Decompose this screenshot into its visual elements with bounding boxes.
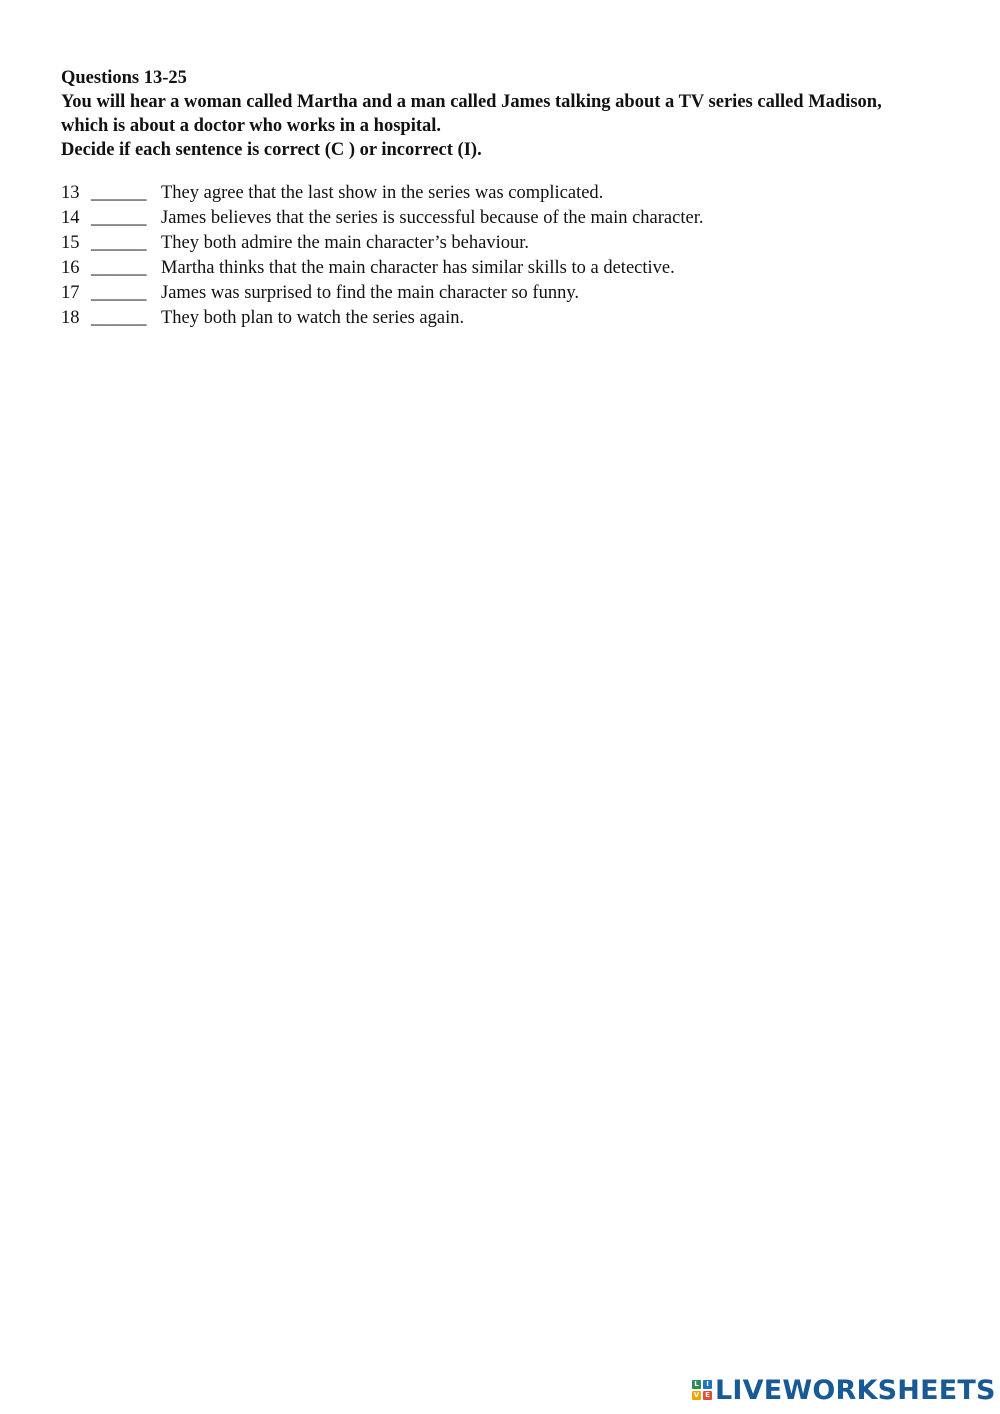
logo-mark-l: L: [692, 1380, 701, 1389]
instruction-line: Decide if each sentence is correct (C ) or incorrect (I).: [61, 140, 482, 160]
logo-text: LIVEWORKSHEETS: [715, 1374, 996, 1406]
logo-mark-i: I: [703, 1380, 712, 1389]
intro-line-2: which is about a doctor who works in a hospital.: [61, 116, 442, 136]
question-item-14: [61, 206, 961, 231]
question-item-15: [61, 231, 961, 256]
logo-mark-v: V: [693, 1391, 700, 1399]
answer-blank[interactable]: ______: [91, 308, 147, 328]
question-list: [61, 181, 961, 331]
question-item-13: [61, 181, 961, 206]
logo-mark-e: E: [703, 1391, 712, 1400]
question-number: 16: [61, 258, 80, 278]
question-text: Martha thinks that the main character has similar skills to a detective.: [161, 258, 675, 278]
liveworksheets-logo: [692, 1374, 996, 1406]
question-text: They both plan to watch the series again.: [161, 308, 465, 328]
answer-blank[interactable]: ______: [91, 183, 147, 203]
question-number: 18: [61, 308, 80, 328]
answer-blank[interactable]: ______: [91, 258, 147, 278]
question-number: 13: [61, 183, 80, 203]
answer-blank[interactable]: ______: [91, 233, 147, 253]
answer-blank[interactable]: ______: [91, 208, 147, 228]
instructions-header: [61, 66, 961, 162]
question-number: 17: [61, 283, 80, 303]
question-text: They both admire the main character’s behaviour.: [161, 233, 529, 253]
question-item-17: [61, 281, 961, 306]
question-item-18: [61, 306, 961, 331]
intro-line-1: You will hear a woman called Martha and a man called James talking about a TV series called Madison,: [61, 92, 882, 112]
question-number: 15: [61, 233, 80, 253]
question-text: They agree that the last show in the series was complicated.: [161, 183, 604, 203]
answer-blank[interactable]: ______: [91, 283, 147, 303]
question-text: James believes that the series is successful because of the main character.: [161, 208, 704, 228]
question-text: James was surprised to find the main character so funny.: [161, 283, 580, 303]
liveworksheets-logo-icon: [692, 1380, 712, 1400]
question-item-16: [61, 256, 961, 281]
question-number: 14: [61, 208, 80, 228]
questions-title: Questions 13-25: [61, 68, 187, 88]
